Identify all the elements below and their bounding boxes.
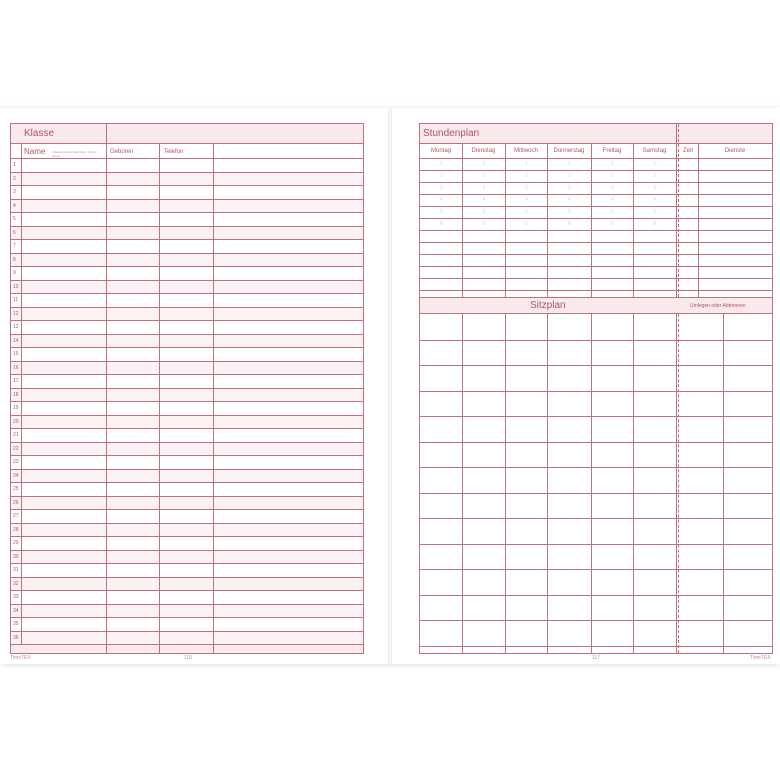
lesson-number: 5 [482,209,486,215]
lesson-number: 5 [653,209,657,215]
row-line [11,482,363,483]
row-number: 23 [13,459,19,465]
schedule-row-line [420,254,772,255]
row-number: 19 [13,405,19,411]
lesson-number: 3 [653,185,657,191]
row-stripe [11,497,363,510]
schedule-row-line [420,266,772,267]
row-number: 24 [13,472,19,479]
lesson-number: 2 [482,173,486,179]
lesson-number: 2 [653,173,657,179]
day-divider [591,144,592,297]
row-stripe [11,632,363,645]
lesson-number: 5 [525,209,528,215]
row-stripe [11,308,363,321]
left-page [0,108,388,664]
lesson-number: 6 [568,221,571,227]
lesson-number: 1 [653,161,657,167]
lesson-number: 1 [482,161,486,167]
sitzplan-table [419,297,773,654]
lesson-number: 2 [568,173,571,179]
schedule-row-line [420,170,772,171]
name-column-note: (Klassenfoto/Schülerfoto) / Kürzel Name [52,150,97,159]
day-header-montag: Montag [430,148,451,154]
row-number: 17 [13,378,19,384]
row-line [11,320,363,321]
seat-column-line [591,314,592,653]
lesson-number: 1 [611,161,614,167]
row-line [11,347,363,348]
row-number: 21 [13,432,19,438]
seat-row-line [420,544,772,545]
row-stripe [11,227,363,240]
class-title: Klasse [24,128,55,139]
row-number: 16 [13,364,19,371]
lesson-number: 4 [611,197,614,203]
row-stripe [11,362,363,375]
lesson-number: 3 [525,185,528,191]
schedule-row-line [420,182,772,183]
seat-row-line [420,442,772,443]
seat-row-line [420,340,772,341]
row-number: 22 [13,445,19,452]
schedule-row-line [420,290,772,291]
seat-row-line [420,569,772,570]
row-stripe [11,443,363,456]
fold-line [678,124,679,297]
column-divider [213,144,214,653]
row-number: 26 [13,499,19,506]
schedule-row-line [420,230,772,231]
row-number: 11 [13,297,19,303]
row-line [11,401,363,402]
row-line [11,617,363,618]
row-stripe [11,524,363,537]
row-line [11,563,363,564]
row-number: 12 [13,310,19,317]
seat-row-line [420,391,772,392]
right-page-number: 117 [592,655,600,661]
row-number: 33 [13,594,19,600]
row-number: 2 [13,175,16,182]
day-divider [505,144,506,297]
column-divider [106,144,107,653]
seat-column-line [723,314,724,653]
dienste-header: Dienste [724,148,746,154]
row-stripe [11,173,363,186]
row-stripe [11,578,363,591]
lesson-number: 4 [482,197,486,203]
row-number: 9 [13,270,16,276]
lesson-number: 6 [653,221,657,227]
row-stripe [11,470,363,483]
row-line [11,509,363,510]
seat-row-line [420,518,772,519]
name-column-header: Name [24,147,46,156]
row-number: 3 [13,189,16,195]
seat-row-line [420,595,772,596]
row-number: 1 [13,162,16,168]
schedule-row-line [420,206,772,207]
row-number: 4 [13,202,16,209]
right-footer-brand: TimeTEX [750,655,771,661]
row-number: 8 [13,256,16,263]
row-number: 14 [13,337,19,344]
row-number: 5 [13,216,16,222]
day-header-dienstag: Dienstag [471,148,496,154]
lesson-number: 1 [440,161,443,167]
row-stripe [11,416,363,429]
zeit-header: Zeit [682,148,693,154]
row-stripe [11,281,363,294]
row-number: 15 [13,351,19,357]
lesson-number: 4 [653,197,657,203]
left-footer-brand: TimeTEX [10,655,31,661]
seat-row-line [420,646,772,647]
row-line [11,266,363,267]
lesson-number: 1 [568,161,571,167]
row-number: 27 [13,513,19,519]
seat-row-line [420,365,772,366]
lesson-number: 6 [611,221,614,227]
zeit-divider [698,144,699,297]
title-divider [106,124,107,144]
seat-column-line [462,314,463,653]
row-number: 6 [13,229,16,236]
lesson-number: 4 [525,197,528,203]
planner-spread [0,108,780,664]
row-number: 30 [13,553,19,560]
class-title-row [11,124,363,144]
schedule-row-line [420,242,772,243]
row-line [11,374,363,375]
schedule-row-line [420,194,772,195]
row-number: 18 [13,391,19,398]
row-line [11,590,363,591]
column-divider [159,144,160,653]
row-number: 35 [13,621,19,627]
day-header-freitag: Freitag [602,148,622,154]
row-stripe [11,605,363,618]
row-stripe [11,389,363,402]
lesson-number: 5 [611,209,614,215]
seat-row-line [420,416,772,417]
row-stripe [11,200,363,213]
lesson-number: 6 [525,221,528,227]
lesson-number: 2 [525,173,528,179]
row-number: 25 [13,486,19,492]
lesson-number: 3 [482,185,486,191]
row-stripe [11,254,363,267]
day-divider [633,144,634,297]
row-line [11,428,363,429]
schedule-row-line [420,218,772,219]
summary-row [11,645,363,653]
day-header-mittwoch: Mittwoch [514,148,538,154]
seat-column-line [505,314,506,653]
day-header-samstag: Samstag [642,148,667,154]
sitzplan-note: Umlegen oder Abtrennen [690,303,746,309]
right-page [392,108,780,664]
row-line [11,212,363,213]
lesson-number: 3 [568,185,571,191]
lesson-number: 4 [568,197,571,203]
geboren-column-header: Geboren [110,149,134,155]
lesson-number: 2 [440,173,443,179]
left-page-number: 116 [184,655,192,661]
row-line [11,455,363,456]
day-divider [462,144,463,297]
row-number: 36 [13,634,19,641]
schedule-header-bottom [420,158,772,159]
row-number: 10 [13,283,19,290]
seat-column-line [676,314,677,653]
row-line [11,293,363,294]
row-number: 32 [13,580,19,587]
lesson-number: 3 [440,185,443,191]
row-stripe [11,551,363,564]
row-line [11,239,363,240]
day-header-donnerstag: Donnerstag [553,148,585,154]
samstag-divider [676,124,677,297]
row-number: 7 [13,243,16,249]
telefon-column-header: Telefon [164,149,184,155]
row-number: 31 [13,567,19,573]
number-column-divider [21,144,22,644]
lesson-number: 1 [525,161,528,167]
seat-fold-line [678,314,679,653]
row-number: 13 [13,324,19,330]
lesson-number: 2 [611,173,614,179]
row-number: 29 [13,540,19,546]
row-line [11,185,363,186]
seat-column-line [633,314,634,653]
lesson-number: 5 [568,209,571,215]
day-divider [547,144,548,297]
seat-row-line [420,493,772,494]
schedule-row-line [420,278,772,279]
lesson-number: 6 [440,221,443,227]
row-line [11,536,363,537]
seat-row-line [420,620,772,621]
seat-row-line [420,467,772,468]
row-number: 34 [13,607,19,614]
sitzplan-title: Sitzplan [530,300,566,311]
row-number: 20 [13,418,19,425]
row-number: 28 [13,526,19,533]
seat-column-line [547,314,548,653]
lesson-number: 4 [440,197,443,203]
lesson-number: 5 [440,209,443,215]
stundenplan-title: Stundenplan [423,128,480,139]
row-stripe [11,335,363,348]
lesson-number: 3 [611,185,614,191]
lesson-number: 6 [482,221,486,227]
